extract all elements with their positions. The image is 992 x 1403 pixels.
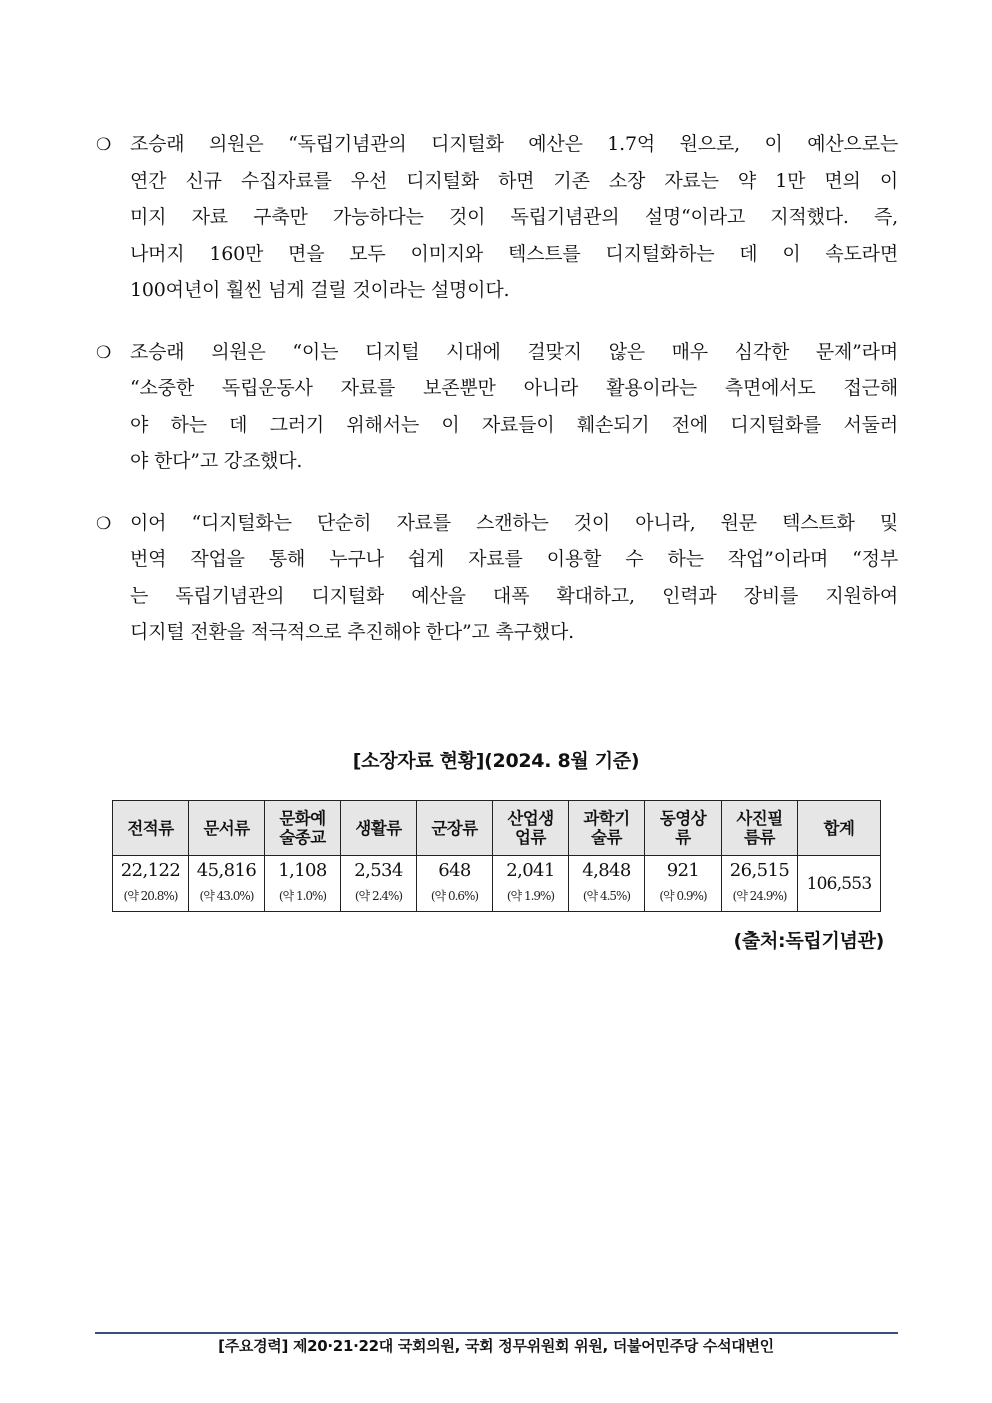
header-cell: 산업생 업류 (493, 801, 569, 856)
header-cell: 과학기 술류 (569, 801, 645, 856)
circle-bullet-icon: ❍ (96, 342, 112, 363)
percent-cell: (약 1.0%) (265, 884, 341, 912)
paragraph-line: 나머지 160만 면을 모두 이미지와 텍스트를 디지털화하는 데 이 속도라면 (130, 242, 898, 265)
value-cell: 921 (645, 856, 722, 885)
value-cell: 45,816 (189, 856, 265, 885)
paragraph-1 (94, 126, 898, 309)
percent-cell: (약 4.5%) (569, 884, 645, 912)
value-cell: 22,122 (113, 856, 189, 885)
percent-cell: (약 1.9%) (493, 884, 569, 912)
header-cell: 문서류 (189, 801, 265, 856)
value-cell: 648 (417, 856, 493, 885)
percent-cell: (약 2.4%) (341, 884, 417, 912)
percent-cell: (약 43.0%) (189, 884, 265, 912)
body-paragraphs (94, 126, 898, 676)
header-cell: 합계 (798, 801, 881, 856)
paragraph-line: “소중한 독립운동사 자료를 보존뿐만 아니라 활용이라는 측면에서도 접근해 (130, 377, 898, 399)
paragraph-line: 는 독립기념관의 디지털화 예산을 대폭 확대하고, 인력과 장비를 지원하여 (130, 584, 898, 607)
paragraph-line: 미지 자료 구축만 가능하다는 것이 독립기념관의 설명“이라고 지적했다. 즉, (130, 206, 898, 228)
paragraph-line: 조승래 의원은 “이는 디지털 시대에 걸맞지 않은 매우 심각한 문제”라며 (130, 340, 898, 363)
paragraph-line: 번역 작업을 통해 누구나 쉽게 자료를 이용할 수 하는 작업”이라며 “정부 (130, 548, 898, 570)
value-cell: 1,108 (265, 856, 341, 885)
paragraph-line: 100여년이 훨씬 넘게 걸릴 것이라는 설명이다. (130, 279, 510, 301)
circle-bullet-icon: ❍ (96, 135, 112, 155)
header-cell: 사진필 름류 (722, 801, 798, 856)
paragraph-line: 연간 신규 수집자료를 우선 디지털화 하면 기존 소장 자료는 약 1만 면의 이 (130, 169, 898, 192)
table-header-row (113, 801, 881, 856)
percent-cell: (약 24.9%) (722, 884, 798, 912)
footer-career: [주요경력] 제20·21·22대 국회의원, 국회 정무위원회 위원, 더불어민주당 수석대변인 (218, 1337, 774, 1355)
percent-cell: (약 0.6%) (417, 884, 493, 912)
percent-cell: (약 20.8%) (113, 884, 189, 912)
table-value-row (113, 856, 881, 885)
value-cell: 2,041 (493, 856, 569, 885)
paragraph-line: 야 한다”고 강조했다. (130, 450, 303, 472)
header-cell: 문화예 술종교 (265, 801, 341, 856)
header-cell: 생활류 (341, 801, 417, 856)
holdings-table (112, 800, 881, 912)
value-cell: 4,848 (569, 856, 645, 885)
paragraph-line: 야 하는 데 그러기 위해서는 이 자료들이 훼손되기 전에 디지털화를 서둘러 (130, 413, 898, 436)
header-cell: 동영상 류 (645, 801, 722, 856)
header-cell: 전적류 (113, 801, 189, 856)
table-title: [소장자료 현황](2024. 8월 기준) (352, 750, 640, 772)
paragraph-line: 디지털 전환을 적극적으로 추진해야 한다”고 촉구했다. (130, 621, 574, 643)
total-cell: 106,553 (798, 856, 881, 912)
table-percent-row (113, 884, 881, 912)
paragraph-3 (94, 505, 898, 651)
table-source: (출처:독립기념관) (733, 930, 884, 952)
value-cell: 26,515 (722, 856, 798, 885)
paragraph-line: 조승래 의원은 “독립기념관의 디지털화 예산은 1.7억 원으로, 이 예산으로는 (130, 133, 898, 155)
value-cell: 2,534 (341, 856, 417, 885)
paragraph-line: 이어 “디지털화는 단순히 자료를 스캔하는 것이 아니라, 원문 텍스트화 및 (130, 511, 898, 534)
paragraph-2 (94, 334, 898, 480)
percent-cell: (약 0.9%) (645, 884, 722, 912)
circle-bullet-icon: ❍ (96, 513, 112, 534)
footer-divider (95, 1332, 898, 1334)
header-cell: 군장류 (417, 801, 493, 856)
